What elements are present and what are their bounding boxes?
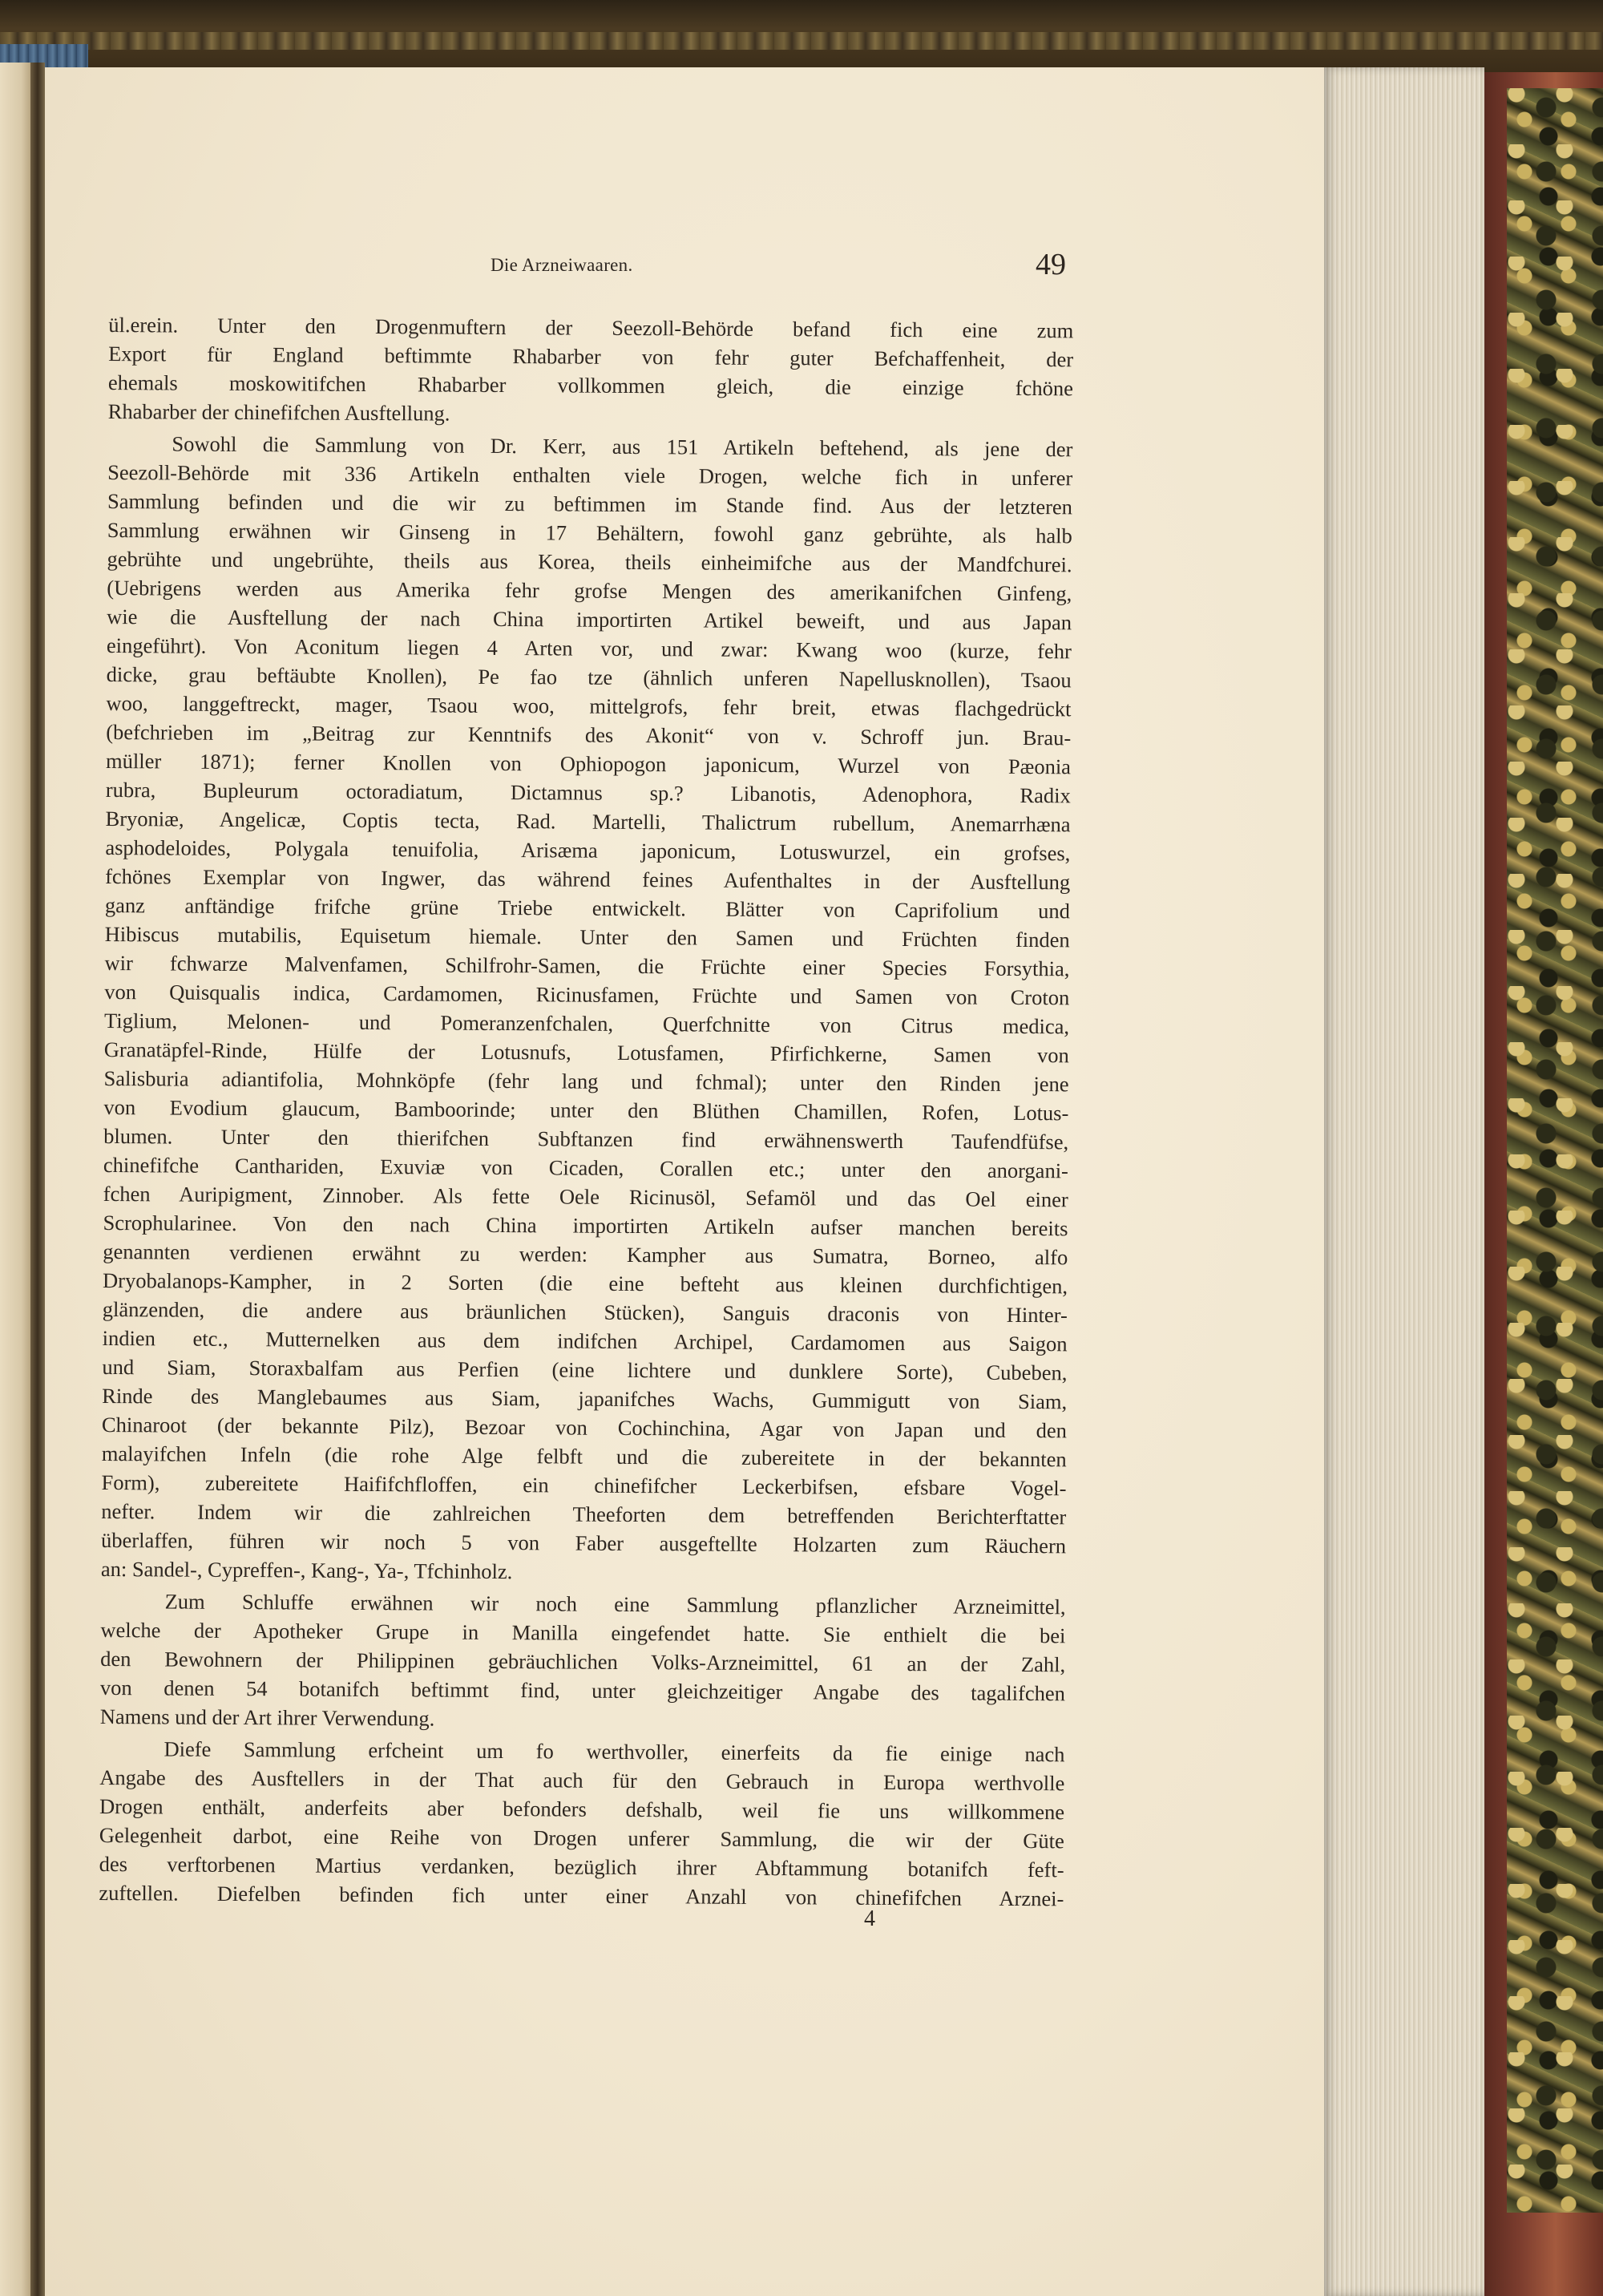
text-line: ül.erein. Unter den Drogenmuftern der Seezoll-Behörde befand fich eine zum [108,312,1074,343]
text-line: müller 1871); ferner Knollen von Ophiopogon japonicum, Wurzel von Pæonia [105,748,1072,779]
text-line: von denen 54 botanifch beftimmt find, unter gleichzeitiger Angabe des tagalifchen [99,1675,1066,1706]
book-gutter [30,63,45,2296]
text-line: Sammlung erwähnen wir Ginseng in 17 Behältern, fowohl ganz gebrühte, als halb [107,517,1072,548]
text-line: welche der Apotheker Grupe in Manilla eingefendet hatte. Sie enthielt die bei [100,1617,1066,1648]
text-line: Form), zubereitete Haififchfloffen, ein chinefifcher Leckerbifsen, efsbare Vogel- [101,1469,1067,1501]
binding-edge-strip [0,32,1603,50]
text-line: Angabe des Ausftellers in der That auch für den Gebrauch in Europa werthvolle [99,1764,1065,1796]
text-line: überlaffen, führen wir noch 5 von Faber ausgeftellte Holzarten zum Räuchern [101,1527,1067,1558]
text-line: Tiglium, Melonen- und Pomeranzenfchalen, Querfchnitte von Citrus medica, [103,1008,1070,1039]
text-line: Dryobalanops-Kampher, in 2 Sorten (die eine befteht aus kleinen durchfichtigen, [102,1267,1068,1299]
text-line: Hibiscus mutabilis, Equisetum hiemale. Unter den Samen und Früchten finden [104,921,1070,952]
text-line: zuftellen. Diefelben befinden fich unter einer Anzahl von chinefifchen Arznei- [99,1880,1064,1911]
text-line: an: Sandel-, Cypreffen-, Kang-, Ya-, Tfchinholz. [100,1556,513,1584]
text-line: Namens und der Art ihrer Verwendung. [99,1704,435,1731]
page-number: 49 [1036,248,1066,281]
left-page-edge [0,63,30,2296]
page-block-edges [1324,67,1484,2296]
text-line: dicke, grau beftäubte Knollen), Pe fao tze (ähnlich unferen Napellusknollen), Tsaou [106,661,1072,693]
text-line: chinefifche Canthariden, Exuviæ von Cicaden, Corallen etc.; unter den anorgani- [103,1152,1069,1183]
text-line: von Evodium glaucum, Bamboorinde; unter den Blüthen Chamillen, Rofen, Lotus- [103,1094,1069,1126]
text-line: Gelegenheit darbot, eine Reihe von Drogen unferer Sammlung, die wir der Güte [99,1822,1064,1853]
text-line: Drogen enthält, anderfeits aber befonders defshalb, weil fie uns willkommene [99,1793,1065,1825]
text-line: Diefe Sammlung erfcheint um fo werthvoller, einerfeits da fie einige nach [164,1736,1065,1767]
text-line: Sowohl die Sammlung von Dr. Kerr, aus 151 Artikeln beftehend, als jene der [172,431,1073,462]
text-line: ganz anftändige frifche grüne Triebe entwickelt. Blätter von Caprifolium und [104,892,1071,924]
running-head: Die Arzneiwaaren. [491,255,633,275]
text-line: asphodeloides, Polygala tenuifolia, Arisæma japonicum, Lotuswurzel, ein grofses, [105,835,1071,866]
text-line: den Bewohnern der Philippinen gebräuchlichen Volks-Arzneimittel, 61 an der Zahl, [100,1646,1066,1677]
text-line: Rinde des Manglebaumes aus Siam, japanifches Wachs, Gummigutt von Siam, [102,1383,1068,1414]
book-binding-top [0,0,1603,72]
text-line: Chinaroot (der bekannte Pilz), Bezoar von Cochinchina, Agar von Japan und den [101,1412,1068,1443]
text-line: von Quisqualis indica, Cardamomen, Ricinusfamen, Früchte und Samen von Croton [104,979,1070,1010]
text-line: blumen. Unter den thierifchen Subftanzen find erwähnenswerth Taufendfüfse, [103,1123,1069,1154]
text-line: nefter. Indem wir die zahlreichen Theeforten dem betreffenden Berichterftatter [101,1498,1067,1530]
text-line: (befchrieben im „Beitrag zur Kenntnifs des Akonit“ von v. Schroff jun. Brau- [106,719,1072,750]
text-line: genannten verdienen erwähnt zu werden: Kampher aus Sumatra, Borneo, alfo [103,1239,1068,1270]
text-line: fchönes Exemplar von Ingwer, das während feines Aufenthaltes in der Ausftellung [105,863,1071,895]
text-line: eingeführt). Von Aconitum liegen 4 Arten vor, und zwar: Kwang woo (kurze, fehr [106,633,1072,664]
text-line: und Siam, Storaxbalfam aus Perfien (eine lichtere und dunklere Sorte), Cubeben, [102,1354,1068,1385]
text-line: Seezoll-Behörde mit 336 Artikeln enthalten viele Drogen, welche fich in unferer [107,459,1073,491]
text-line: Zum Schluffe erwähnen wir noch eine Sammlung pflanzlicher Arzneimittel, [164,1589,1066,1619]
text-line: indien etc., Mutternelken aus dem indifchen Archipel, Cardamomen aus Saigon [102,1325,1068,1356]
text-line: wir fchwarze Malvenfamen, Schilfrohr-Samen, die Früchte einer Species Forsythia, [104,950,1070,981]
text-line: Salisburia adiantifolia, Mohnköpfe (fehr lang und fchmal); unter den Rinden jene [103,1065,1069,1097]
signature-mark: 4 [864,1906,875,1931]
text-line: Scrophularinee. Von den nach China importirten Artikeln aufser manchen bereits [103,1210,1068,1241]
marbled-endpaper [1507,88,1603,2213]
text-line: wie die Ausftellung der nach China importirten Artikel beweift, und aus Japan [107,604,1072,635]
text-line: Export für England beftimmte Rhabarber von fehr guter Befchaffenheit, der [108,341,1074,372]
text-line: glänzenden, die andere aus bräunlichen Stücken), Sanguis draconis von Hinter- [102,1296,1068,1328]
text-line: (Uebrigens werden aus Amerika fehr grofse Mengen des amerikanifchen Ginfeng, [107,575,1072,606]
text-line: des verftorbenen Martius verdanken, bezüglich ihrer Abftammung botanifch feft- [99,1851,1064,1882]
text-line: gebrühte und ungebrühte, theils aus Korea, theils einheimifche aus der Mandfchurei. [107,546,1072,577]
text-line: Granatäpfel-Rinde, Hülfe der Lotusnufs, Lotusfamen, Pfirfichkerne, Samen von [103,1037,1069,1068]
text-line: ehemals moskowitifchen Rhabarber vollkommen gleich, die einzige fchöne [107,370,1073,401]
text-line: Sammlung befinden und die wir zu beftimmen im Stande find. Aus der letzteren [107,488,1073,519]
text-line: woo, langgeftreckt, mager, Tsaou woo, mittelgrofs, fehr breit, etwas flachgedrückt [106,690,1072,722]
text-line: fchen Auripigment, Zinnober. Als fette Oele Ricinusöl, Sefamöl und das Oel einer [103,1181,1068,1212]
text-line: Rhabarber der chinefifchen Ausftellung. [107,398,450,426]
text-line: Bryoniæ, Angelicæ, Coptis tecta, Rad. Martelli, Thalictrum rubellum, Anemarrhæna [105,806,1071,837]
text-line: rubra, Bupleurum octoradiatum, Dictamnus sp.? Libanotis, Adenophora, Radix [105,777,1071,808]
text-line: malayifchen Infeln (die rohe Alge felbft und die zubereitete in der bekannten [101,1441,1067,1472]
